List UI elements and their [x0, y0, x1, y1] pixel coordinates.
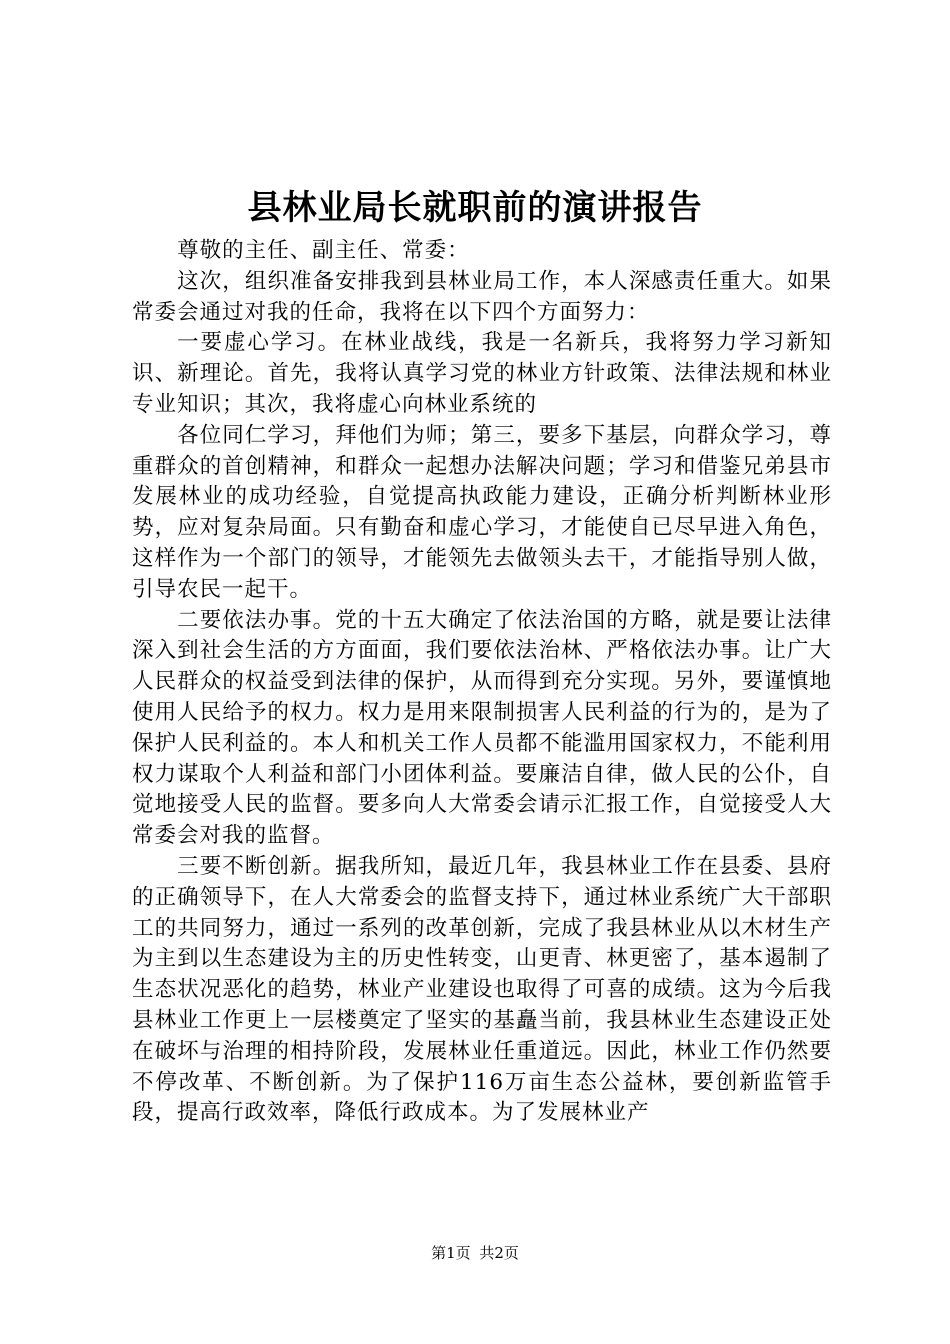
document-body: [132, 236, 832, 1129]
page-footer: [0, 1243, 950, 1263]
innovation-paragraph: 三要不断创新。据我所知，最近几年，我县林业工作在县委、县府的正确领导下，在人大常委会的监督支持下，通过林业系统广大干部职工的共同努力，通过一系列的改革创新，完成了我县林业从以木材生产为主到以生态建设为主的历史性转变，山更青、林更密了，基本遏制了生态状况恶化的趋势，林业产业建设也取得了可喜的成绩。这为今后我县林业工作更上一层楼奠定了坚实的基矗当前，我县林业生态建设正处在破坏与治理的相持阶段，发展林业任重道远。因此，林业工作仍然要不停改革、不断创新。为了保护116万亩生态公益林，要创新监管手段，提高行政效率，降低行政成本。为了发展林业产: [132, 853, 832, 1126]
page-number: 第1页: [431, 1244, 471, 1262]
law-paragraph: 二要依法办事。党的十五大确定了依法治国的方略，就是要让法律深入到社会生活的方方面面，我们要依法治林、严格依法办事。让广大人民群众的权益受到法律的保护，从而得到充分实现。另外，要谨慎地使用人民给予的权力。权力是用来限制损害人民利益的行为的，是为了保护人民利益的。本人和机关工作人员都不能滥用国家权力，不能利用权力谋取个人利益和部门小团体利益。要廉洁自律，做人民的公仆，自觉地接受人民的监督。要多向人大常委会请示汇报工作，自觉接受人大常委会对我的监督。: [132, 607, 832, 849]
page-total: 共2页: [479, 1244, 519, 1262]
salutation-paragraph: 尊敬的主任、副主任、常委：: [177, 238, 470, 263]
study-paragraph: 一要虚心学习。在林业战线，我是一名新兵，我将努力学习新知识、新理论。首先，我将认真学习党的林业方针政策、法律法规和林业专业知识；其次，我将虚心向林业系统的: [132, 330, 832, 417]
intro-paragraph: 这次，组织准备安排我到县林业局工作，本人深感责任重大。如果常委会通过对我的任命，我将在以下四个方面努力：: [132, 268, 832, 325]
document-title: 县林业局长就职前的演讲报告: [247, 188, 703, 228]
study-continued-paragraph: 各位同仁学习，拜他们为师；第三，要多下基层，向群众学习，尊重群众的首创精神，和群众一起想办法解决问题；学习和借鉴兄弟县市发展林业的成功经验，自觉提高执政能力建设，正确分析判断林业形势，应对复杂局面。只有勤奋和虚心学习，才能使自已尽早进入角色，这样作为一个部门的领导，才能领先去做领头去干，才能指导别人做，引导农民一起干。: [132, 422, 832, 602]
